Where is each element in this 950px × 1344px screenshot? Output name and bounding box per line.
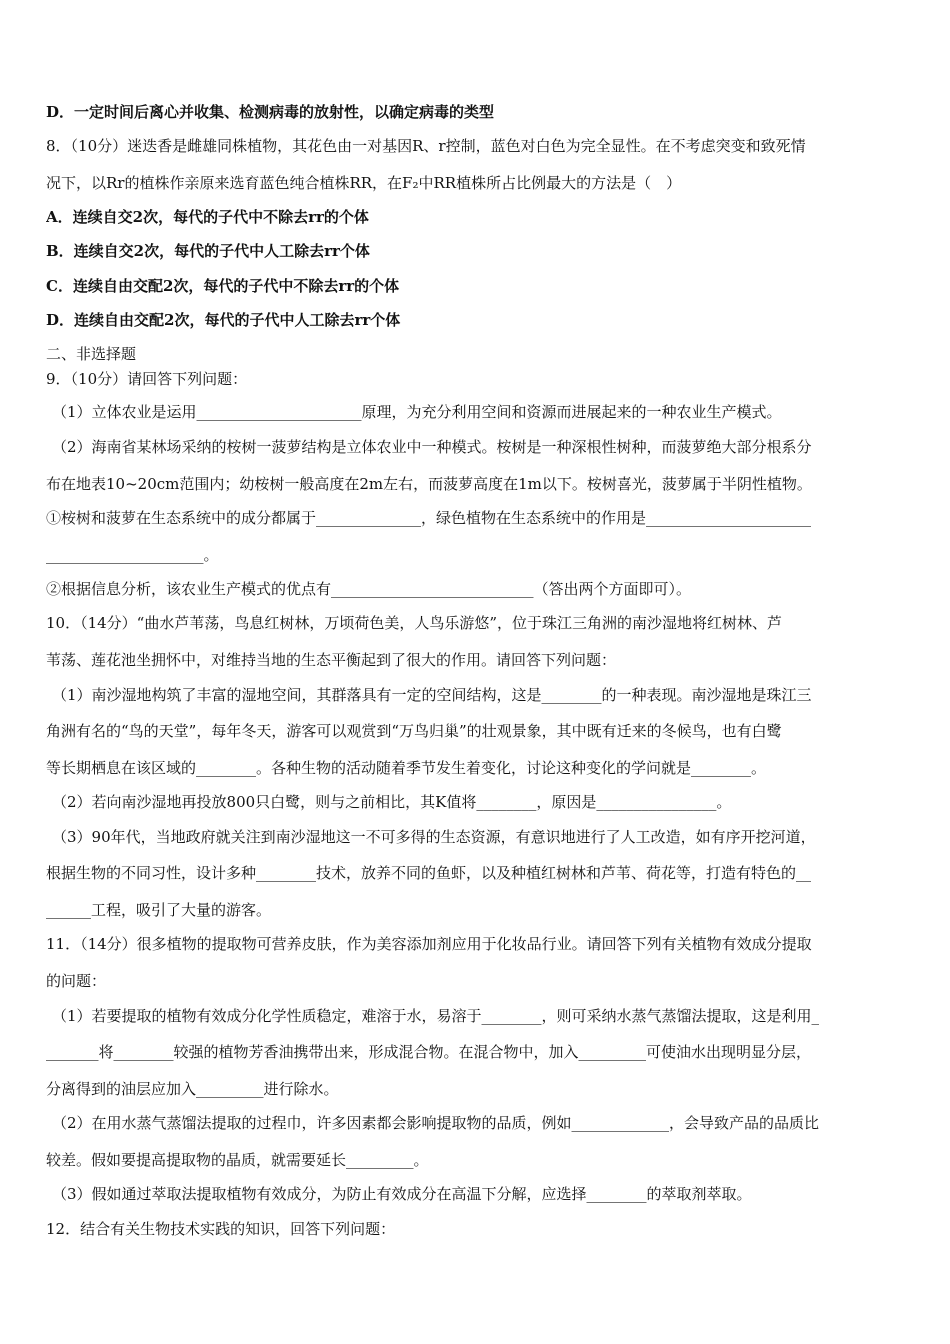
q11-part-1-line-3: 分离得到的油层应加入_________进行除水。 [46, 1080, 339, 1098]
q10-part-1-line-2: 角洲有名的“鸟的天堂”，每年冬天，游客可以观赏到“万鸟归巢”的壮观景象，其中既有迁来的冬候鸟，也有白鹭 [46, 722, 782, 740]
q10-part-3-line-2: 根据生物的不同习性，设计多种________技术，放养不同的鱼虾，以及种植红树林和芦苇、荷花等，打造有特色的__ [46, 864, 812, 882]
q9-part-2-line-1: （2）海南省某林场采纳的桉树一菠萝结构是立体农业中一种模式。桉树是一种深根性树种，而菠萝绝大部分根系分 [52, 438, 812, 456]
q10-part-1-line-1: （1）南沙湿地构筑了丰富的湿地空间，其群落具有一定的空间结构，这是________的一种表现。南沙湿地是珠江三 [52, 686, 812, 704]
q9-part-1: （1）立体农业是运用______________________原理，为充分利用空间和资源而进展起来的一种农业生产模式。 [52, 403, 782, 421]
q10-stem-line-2: 苇荡、莲花池坐拥怀中，对维持当地的生态平衡起到了很大的作用。请回答下列问题： [46, 651, 617, 669]
q8-stem-line-1: 8．（10分）迷迭香是雌雄同株植物，其花色由一对基因R、r控制，蓝色对白色为完全显性。在不考虑突变和致死情 [46, 137, 806, 155]
q11-part-1-line-2: _______将________较强的植物芳香油携带出来，形成混合物。在混合物中，加入_________可使油水出现明显分层， [46, 1043, 812, 1061]
q11-part-2-line-2: 较差。假如要提高提取物的晶质，就需要延长_________。 [46, 1151, 429, 1169]
q8-option-a: A．连续自交2次，每代的子代中不除去rr的个体 [46, 208, 369, 226]
q11-stem-line-1: 11．（14分）很多植物的提取物可营养皮肤，作为美容添加剂应用于化妆品行业。请回答下列有关植物有效成分提取 [46, 935, 812, 953]
q9-sub-1-line-2: _____________________。 [46, 546, 219, 564]
q8-option-b: B．连续自交2次，每代的子代中人工除去rr个体 [46, 242, 370, 260]
q7-option-d: D．一定时间后离心并收集、检测病毒的放射性，以确定病毒的类型 [46, 103, 495, 121]
q10-part-3-line-1: （3）90年代，当地政府就关注到南沙湿地这一不可多得的生态资源，有意识地进行了人工改造，如有序开挖河道， [52, 828, 816, 846]
q11-part-1-line-1: （1）若要提取的植物有效成分化学性质稳定，难溶于水，易溶于________，则可采纳水蒸气蒸馏法提取，这是利用_ [52, 1007, 820, 1025]
q9-sub-2: ②根据信息分析，该农业生产模式的优点有___________________________（答出两个方面即可）。 [46, 580, 692, 598]
section-heading-non-choice: 二、非选择题 [46, 345, 137, 363]
q9-sub-1-line-1: ①桉树和菠萝在生态系统中的成分都属于______________，绿色植物在生态系统中的作用是______________________ [46, 509, 812, 527]
q9-part-2-line-2: 布在地表10~20cm范围内；幼桉树一般高度在2m左右，而菠萝高度在1m以下。桉树喜光，菠萝属于半阴性植物。 [46, 475, 812, 493]
q8-option-d: D．连续自由交配2次，每代的子代中人工除去rr个体 [46, 311, 401, 329]
q10-part-3-line-3: ______工程，吸引了大量的游客。 [46, 901, 272, 919]
q10-stem-line-1: 10．（14分）“曲水芦苇荡，鸟息红树林，万顷荷色美，人鸟乐游悠”，位于珠江三角洲的南沙湿地将红树林、芦 [46, 614, 783, 632]
q10-part-1-line-3: 等长期栖息在该区域的________。各种生物的活动随着季节发生着变化，讨论这种变化的学问就是________。 [46, 759, 767, 777]
q11-part-3: （3）假如通过萃取法提取植物有效成分，为防止有效成分在高温下分解，应选择________的萃取剂萃取。 [52, 1185, 752, 1203]
q11-stem-line-2: 的问题： [46, 972, 107, 990]
q10-part-2: （2）若向南沙湿地再投放800只白鹭，则与之前相比，其K值将________，原因是________________。 [52, 793, 732, 811]
q9-stem: 9．（10分）请回答下列问题： [46, 370, 248, 388]
q8-stem-line-2: 况下，以Rr的植株作亲原来选育蓝色纯合植株RR，在F₂中RR植株所占比例最大的方法是（ ） [46, 174, 682, 192]
q12-stem: 12．结合有关生物技术实践的知识，回答下列问题： [46, 1220, 396, 1238]
q8-option-c: C．连续自由交配2次，每代的子代中不除去rr的个体 [46, 277, 400, 295]
q11-part-2-line-1: （2）在用水蒸气蒸馏法提取的过程巾，许多因素都会影响提取物的品质，例如_____________，会导致产品的品质比 [52, 1114, 820, 1132]
